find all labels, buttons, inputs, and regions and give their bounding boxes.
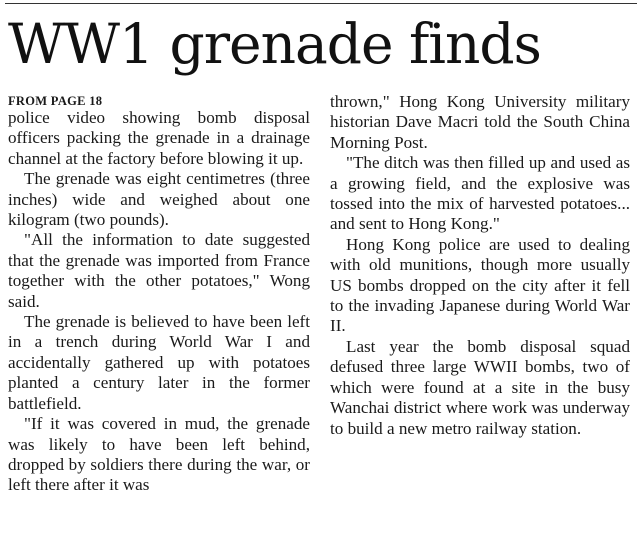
paragraph: The grenade is believed to have been left in a trench during World War I and accidentally gathered up with potatoes planted a century later in the former battlefield. <box>8 312 310 413</box>
paragraph: thrown," Hong Kong University military historian Dave Macri told the South China Morning Post. <box>330 92 630 152</box>
article-column-left <box>8 92 310 496</box>
headline: WW1 grenade finds <box>8 12 541 76</box>
top-rule <box>5 3 637 4</box>
article-column-right <box>330 92 630 439</box>
kicker: FROM PAGE 18 <box>8 94 103 108</box>
paragraph: police video showing bomb disposal officers packing the grenade in a drainage channel at the factory before blowing it up. <box>8 108 310 168</box>
paragraph: "All the information to date suggested that the grenade was imported from France together with the other potatoes," Wong said. <box>8 230 310 311</box>
paragraph: "If it was covered in mud, the grenade was likely to have been left behind, dropped by soldiers there during the war, or left there after it was <box>8 414 310 495</box>
paragraph: Hong Kong police are used to dealing with old munitions, though more usually US bombs dropped on the city after it fell to the invading Japanese during World War II. <box>330 234 630 336</box>
paragraph: The grenade was eight centimetres (three inches) wide and weighed about one kilogram (two pounds). <box>8 169 310 230</box>
paragraph: Last year the bomb disposal squad defused three large WWII bombs, two of which were found at a site in the busy Wanchai district where work was underway to build a new metro railway station. <box>330 336 630 438</box>
paragraph: "The ditch was then filled up and used as a growing field, and the explosive was tossed into the mix of harvested potatoes... and sent to Hong Kong." <box>330 153 630 234</box>
